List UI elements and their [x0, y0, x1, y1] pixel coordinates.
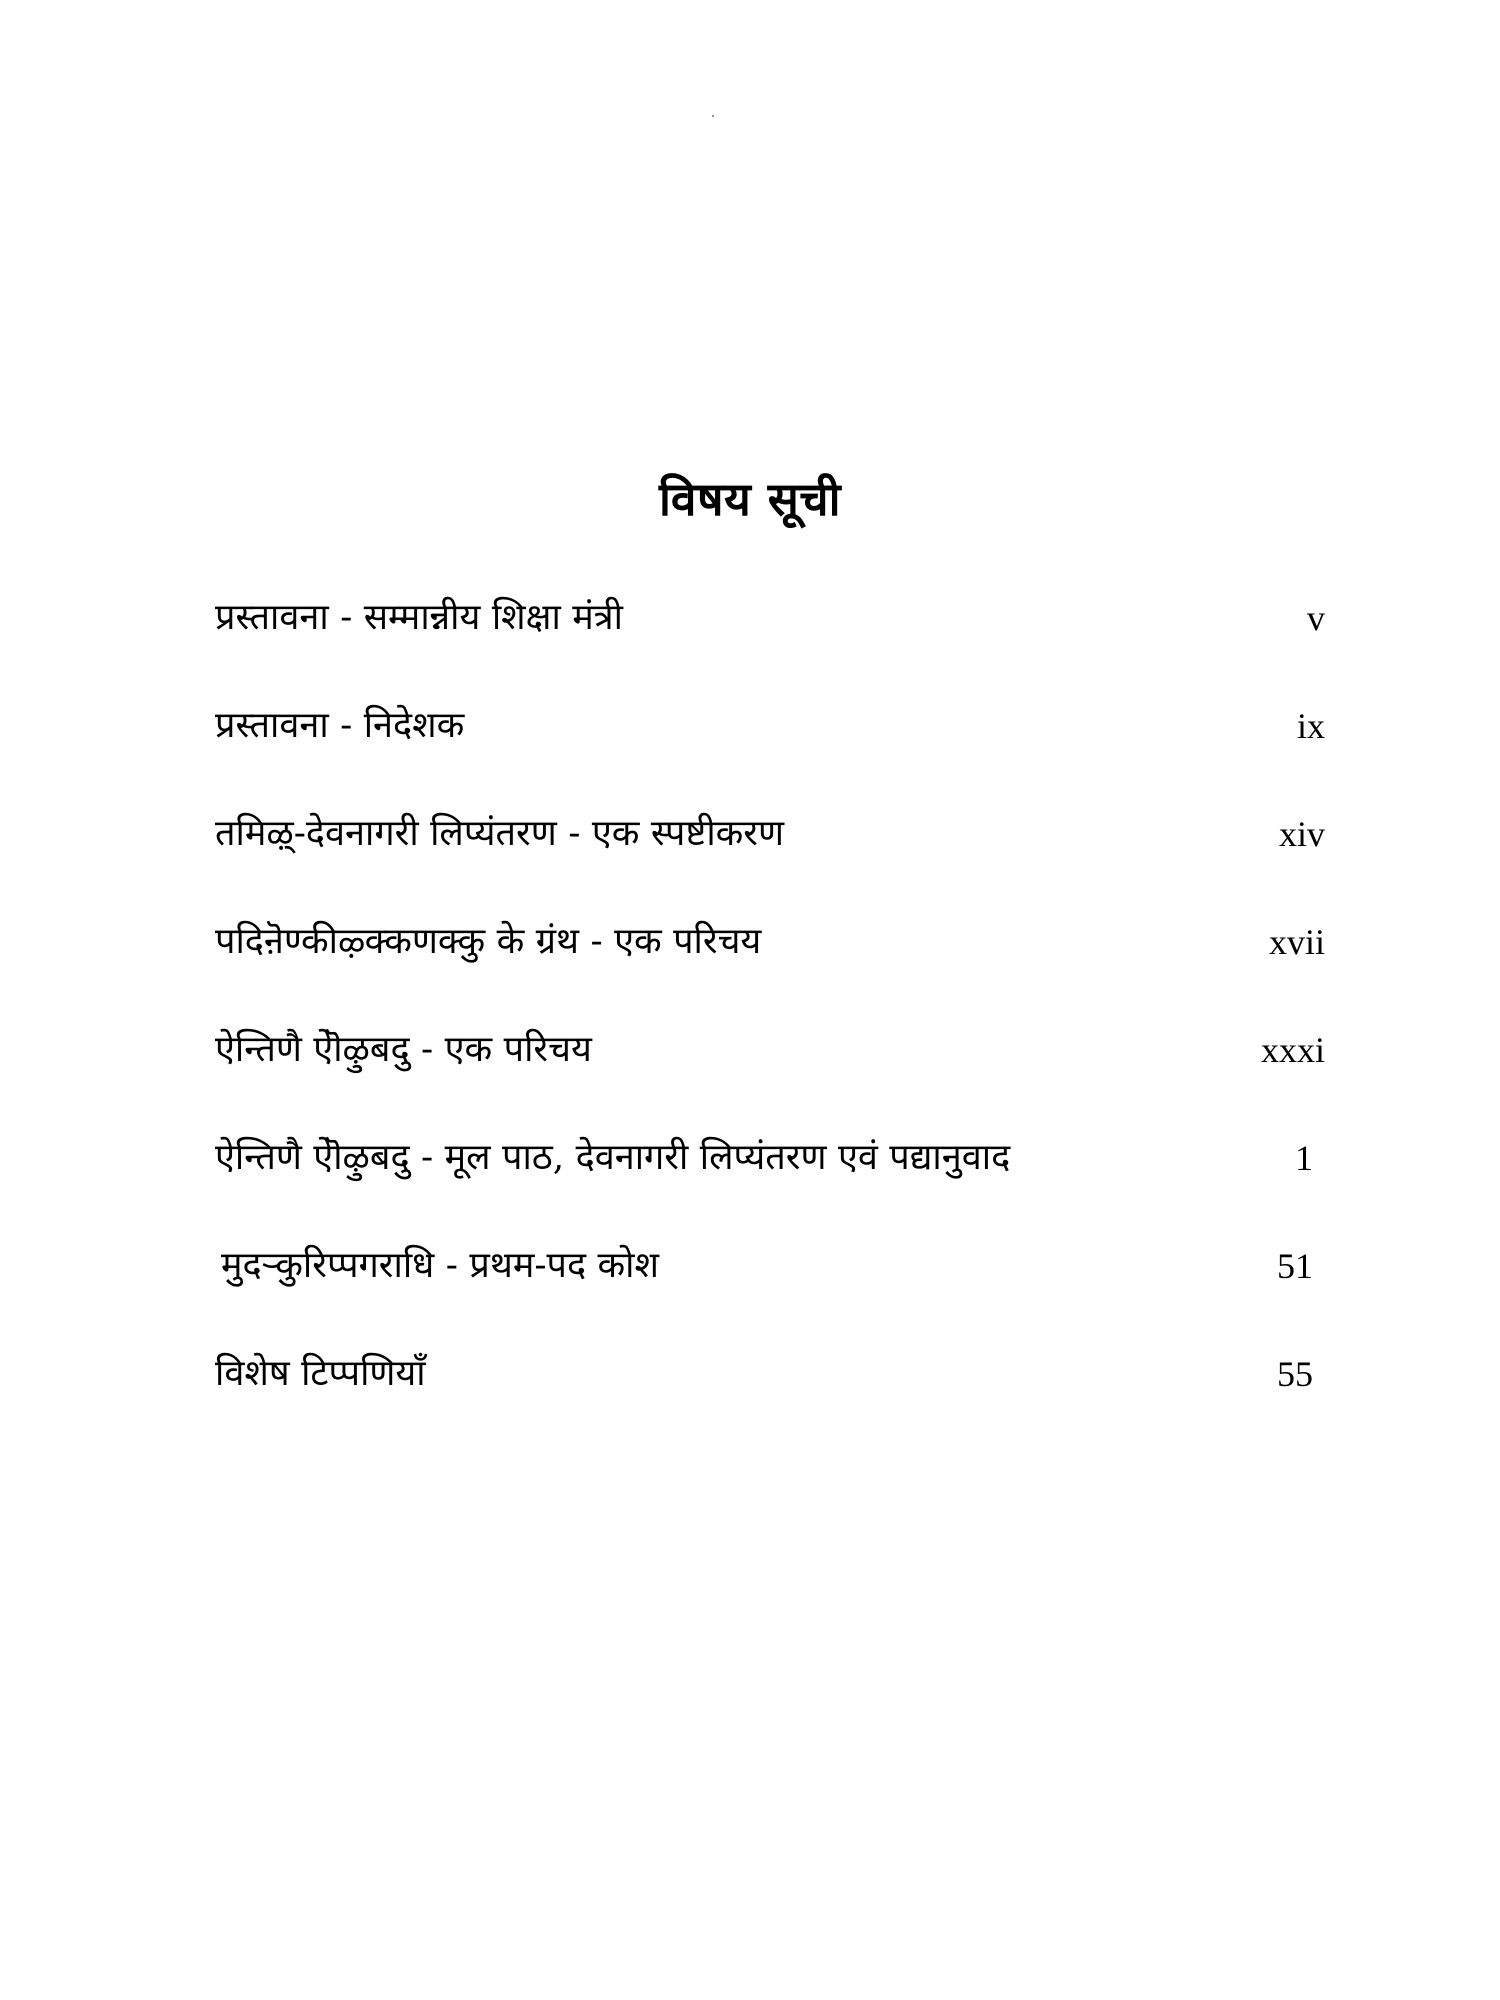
toc-entry [215, 698, 1325, 806]
toc-entry [215, 1130, 1325, 1238]
toc-entry [215, 914, 1325, 1022]
toc-entry-page: 1 [1295, 1138, 1313, 1178]
toc-entry-page: ix [1296, 706, 1325, 746]
toc-entry-page: v [1307, 598, 1325, 638]
toc-entry-label: पदिऩॆण्कीऴ्क्कणक्कु के ग्रंथ - एक परिचय [215, 921, 762, 962]
toc-entry-label: मुदऱ्कुरिप्पगराधि - प्रथम-पद कोश [221, 1245, 659, 1286]
toc-entry-label: प्रस्तावना - सम्मान्नीय शिक्षा मंत्री [215, 597, 623, 638]
toc-entry-label: तमिऴ्-देवनागरी लिप्यंतरण - एक स्पष्टीकरण [215, 813, 785, 854]
stray-dot [712, 115, 714, 117]
toc-entry-page: xiv [1278, 814, 1325, 854]
toc-entry-label: प्रस्तावना - निदेशक [215, 705, 465, 746]
toc-entry [215, 590, 1325, 698]
toc-entry-label: ऐन्तिणै ऐॊऴुबदु - एक परिचय [215, 1029, 592, 1070]
toc-entry-page: xvii [1268, 922, 1325, 962]
toc-entry [215, 806, 1325, 914]
toc-entry [215, 1238, 1325, 1346]
table-of-contents [215, 590, 1325, 1454]
toc-entry-label: ऐन्तिणै ऐॊऴुबदु - मूल पाठ, देवनागरी लिप्यंतरण एवं पद्यानुवाद [215, 1137, 1011, 1178]
toc-entry [215, 1022, 1325, 1130]
toc-entry-label: विशेष टिप्पणियाँ [215, 1353, 426, 1394]
toc-entry-page: 51 [1277, 1246, 1313, 1286]
page-title: विषय सूची [659, 471, 841, 526]
toc-entry-page: xxxi [1260, 1030, 1325, 1070]
toc-entry-page: 55 [1277, 1354, 1313, 1394]
toc-entry [215, 1346, 1325, 1454]
